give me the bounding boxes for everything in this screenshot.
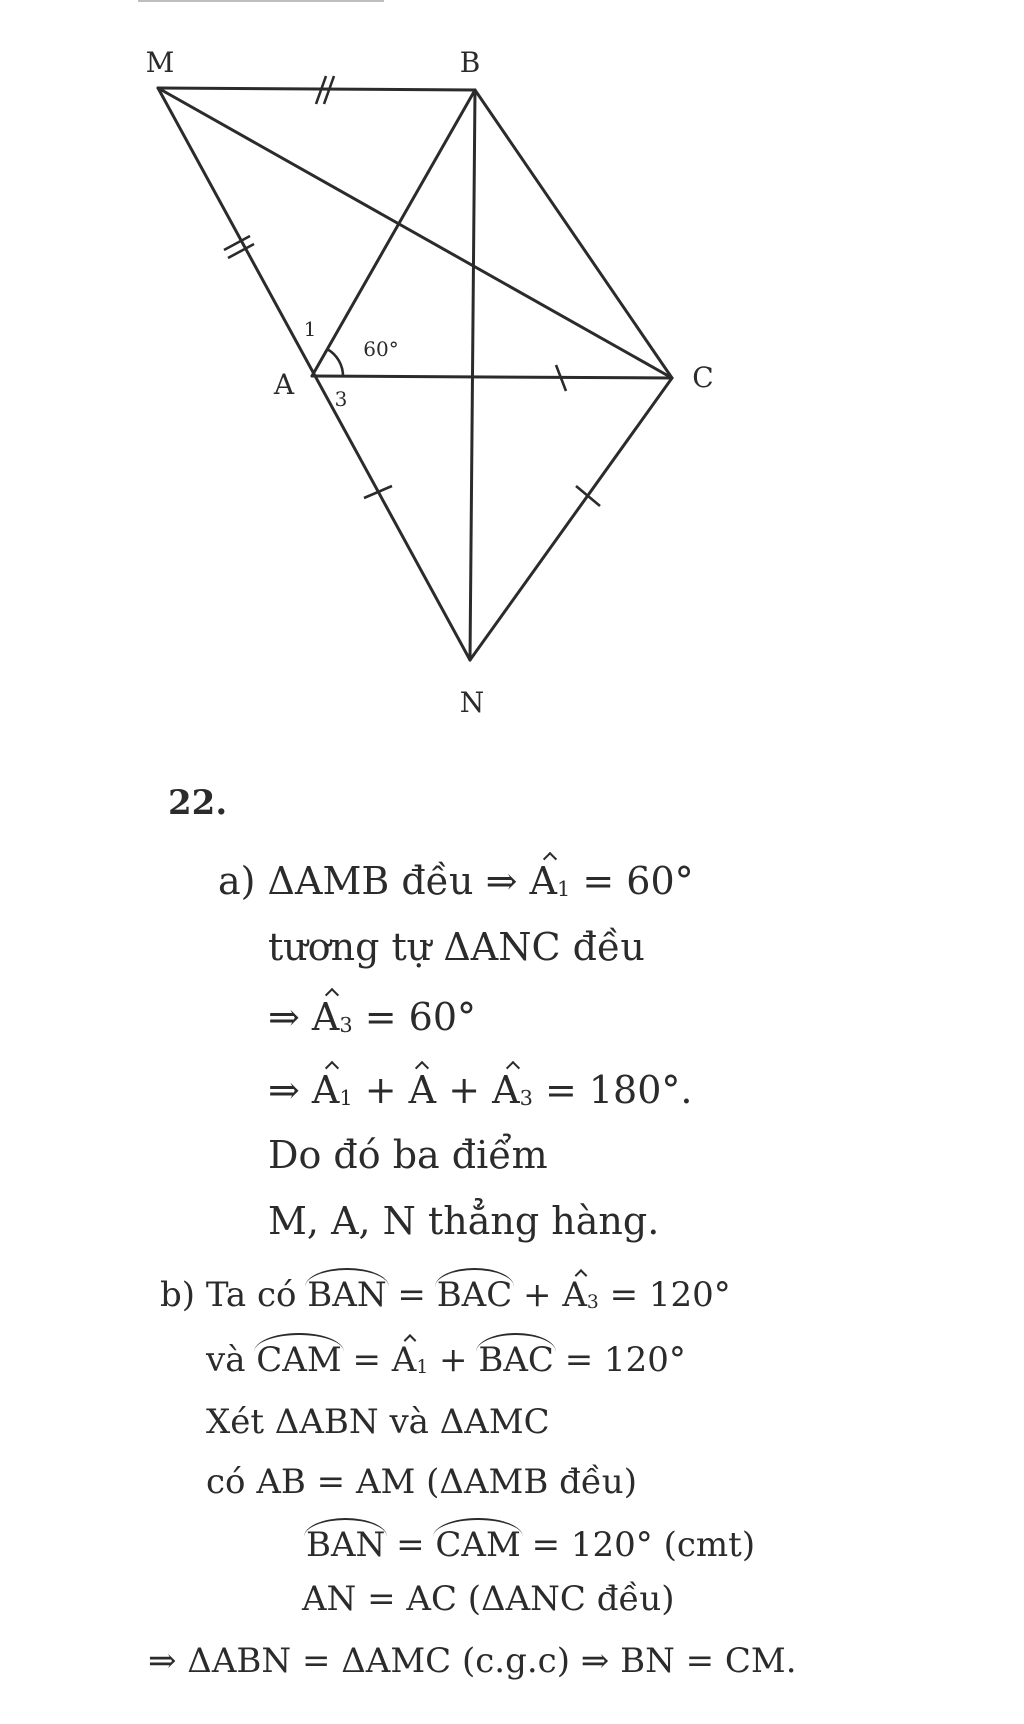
segment-CN <box>470 378 672 660</box>
part-b-line-1: b) Ta có BAN = BAC + $A_3 = 120^\circ$ <box>160 1275 731 1315</box>
part-a-line-4: ⇒ $A_1 + A + A_3 = 180^\circ$. <box>268 1068 693 1112</box>
part-a-line-2: tương tự ΔANC đều <box>268 925 645 969</box>
part-b-conclusion: ⇒ ΔABN = ΔAMC (c.g.c) ⇒ BN = CM. <box>148 1641 797 1681</box>
angle-CAM-b: CAM <box>435 1525 521 1565</box>
problem-number: 22. <box>168 783 228 823</box>
angle-A3: $A_3$ <box>311 995 353 1039</box>
label-M: M <box>145 46 175 79</box>
segment-MC <box>158 88 672 378</box>
tick-AN <box>364 486 392 498</box>
angle-BAC: BAC <box>436 1275 513 1315</box>
angle-A3-b: $A_3$ <box>562 1275 599 1315</box>
part-a-line-1 <box>218 859 694 903</box>
geometry-figure <box>0 0 1024 760</box>
part-b-line-4: có AB = AM (ΔAMB đều) <box>206 1462 637 1502</box>
angle-A3-sum: $A_3$ <box>492 1068 533 1112</box>
segment-BC <box>475 90 672 378</box>
angle-arc-BAC <box>327 349 343 377</box>
angle-A-sum: A <box>408 1068 437 1112</box>
part-a-l1-text: a) ΔAMB đều ⇒ <box>218 859 530 903</box>
angle-BAN: BAN <box>307 1275 387 1315</box>
part-a-line-3: ⇒ $A_3 = 60^\circ$ <box>268 995 477 1039</box>
angle-A1: $A_1$ <box>529 859 571 903</box>
part-b-line-2: và CAM = $A_1$ + BAC = 120° <box>206 1340 686 1380</box>
angle-A1-b: $A_1$ <box>391 1340 429 1380</box>
segment-BA <box>312 90 475 376</box>
angle-label-3: 3 <box>334 387 348 411</box>
angle-CAM: CAM <box>256 1340 342 1380</box>
part-a-line-5: Do đó ba điểm <box>268 1133 548 1177</box>
label-N: N <box>459 686 485 719</box>
part-a-l1-end: = 60° <box>570 859 694 903</box>
segment-BN <box>470 90 475 660</box>
label-A: A <box>273 368 295 401</box>
angle-label-1: 1 <box>303 317 317 341</box>
label-B: B <box>459 46 481 79</box>
part-b-line-6: AN = AC (ΔANC đều) <box>302 1579 675 1619</box>
part-b-line-3: Xét ΔABN và ΔAMC <box>206 1402 550 1442</box>
angle-BAC-b: BAC <box>478 1340 554 1380</box>
label-C: C <box>692 361 714 394</box>
segment-MB <box>158 88 475 90</box>
angle-A1-sum: $A_1$ <box>311 1068 353 1112</box>
angle-BAN-b: BAN <box>306 1525 386 1565</box>
angle-label-60: 60° <box>363 337 399 361</box>
tick-CN <box>576 486 600 506</box>
part-a-line-6: M, A, N thẳng hàng. <box>268 1199 660 1243</box>
part-b-line-5: BAN = CAM = 120° (cmt) <box>306 1525 756 1565</box>
segment-AC <box>312 376 672 378</box>
